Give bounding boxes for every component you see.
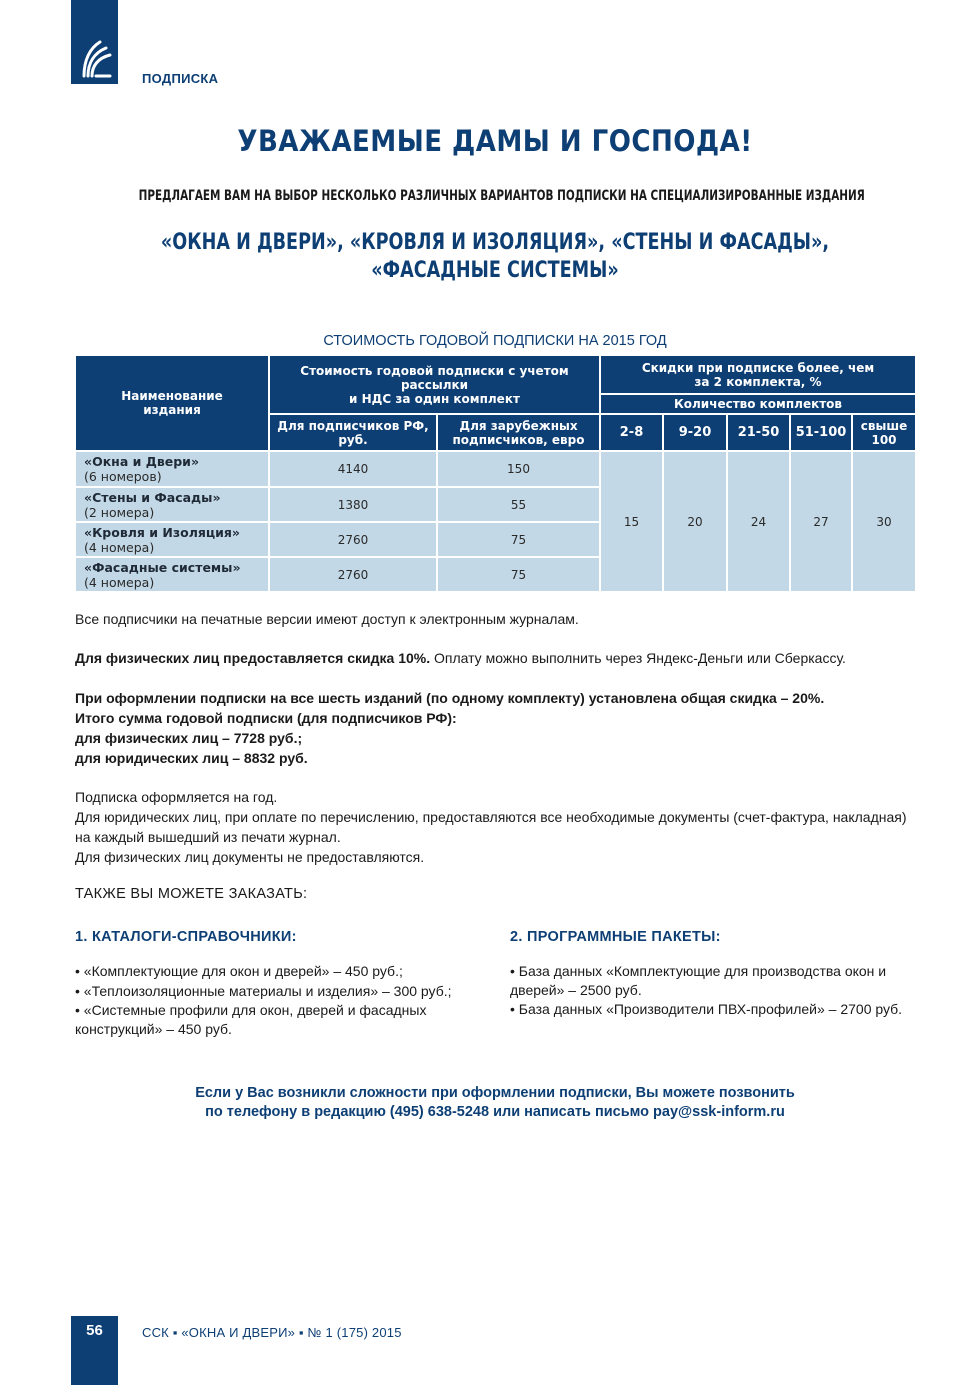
catalog-item: • «Теплоизоляционные материалы и изделия» – 300 руб.; (75, 982, 452, 999)
discount-cell-9-20: 20 (664, 452, 726, 591)
bundle-discount-block: При оформлении подписки на все шесть изданий (по одному комплекту) установлена общая скидка – 20%. Итого сумма годовой подписки (для подписчиков РФ): для физических лиц – 7728 руб.; для юридических лиц – 8832 руб. (75, 690, 825, 766)
header-discounts: Скидки при подписке более, чем за 2 комплекта, % (601, 356, 915, 393)
software-section (510, 929, 920, 1020)
page-title: УВАЖАЕМЫЕ ДАМЫ И ГОСПОДА! (237, 124, 753, 158)
header-range-2-8: 2-8 (601, 415, 662, 450)
header-annual-cost: Стоимость годовой подписки с учетом рассылки и НДС за один комплект (270, 356, 599, 413)
rf-price-cell: 1380 (270, 488, 436, 521)
publisher-logo-icon (78, 36, 114, 80)
foreign-price-cell: 150 (438, 452, 599, 486)
publication-name-cell: «Фасадные системы» (4 номера) (76, 558, 268, 591)
table-row (76, 558, 915, 591)
section-label: ПОДПИСКА (142, 71, 219, 86)
table-row (76, 523, 915, 556)
rf-price-cell: 4140 (270, 452, 436, 486)
foreign-price-cell: 55 (438, 488, 599, 521)
header-publication-name: Наименование издания (76, 356, 268, 450)
table-caption: СТОИМОСТЬ ГОДОВОЙ ПОДПИСКИ НА 2015 ГОД (323, 333, 667, 349)
rf-price-cell: 2760 (270, 558, 436, 591)
discount-cell-51-100: 27 (791, 452, 851, 591)
footer-publication-info: ССК ▪ «ОКНА И ДВЕРИ» ▪ № 1 (175) 2015 (142, 1325, 402, 1340)
header-quantity: Количество комплектов (601, 395, 915, 413)
catalog-item: • «Комплектующие для окон и дверей» – 450 руб.; (75, 963, 403, 979)
subscription-price-table (74, 354, 917, 593)
header-rf-subscribers: Для подписчиков РФ, руб. (270, 415, 436, 450)
publications-list (99, 229, 891, 285)
publication-name-cell: «Окна и Двери» (6 номеров) (76, 452, 268, 486)
foreign-price-cell: 75 (438, 558, 599, 591)
page-subtitle: ПРЕДЛАГАЕМ ВАМ НА ВЫБОР НЕСКОЛЬКО РАЗЛИЧНЫХ ВАРИАНТОВ ПОДПИСКИ НА СПЕЦИАЛИЗИРОВАННЫЕ ИЗДАНИЯ (138, 188, 865, 204)
software-item: • База данных «Комплектующие для производства окон и дверей» – 2500 руб. (510, 963, 887, 998)
header-range-21-50: 21-50 (728, 415, 789, 450)
table-row (76, 488, 915, 521)
also-order-heading: ТАКЖЕ ВЫ МОЖЕТЕ ЗАКАЗАТЬ: (75, 886, 308, 902)
header-range-9-20: 9-20 (664, 415, 726, 450)
electronic-access-note: Все подписчики на печатные версии имеют доступ к электронным журналам. (75, 611, 579, 627)
header-range-over-100: свыше 100 (853, 415, 915, 450)
discount-cell-over-100: 30 (853, 452, 915, 591)
header-range-51-100: 51-100 (791, 415, 851, 450)
software-item: • База данных «Производители ПВХ-профилей» – 2700 руб. (510, 1001, 903, 1017)
publications-line-1: «ОКНА И ДВЕРИ», «КРОВЛЯ И ИЗОЛЯЦИЯ», «СТЕНЫ И ФАСАДЫ», (160, 230, 830, 255)
discount-cell-2-8: 15 (601, 452, 662, 591)
subscription-terms-block: Подписка оформляется на год. Для юридических лиц, при оплате по перечислению, предоставляются все необходимые документы (счет-фактура, накладная) на каждый вышедший из печати журнал. Для физических лиц документы не предоставляются. (75, 789, 907, 865)
software-title: 2. ПРОГРАММНЫЕ ПАКЕТЫ: (510, 929, 721, 945)
publication-name-cell: «Стены и Фасады» (2 номера) (76, 488, 268, 521)
catalogs-section (75, 929, 485, 1039)
publication-name-cell: «Кровля и Изоляция» (4 номера) (76, 523, 268, 556)
page-number: 56 (86, 1322, 103, 1339)
catalog-item: • «Системные профили для окон, дверей и фасадных конструкций» – 450 руб. (75, 1002, 427, 1037)
catalogs-title: 1. КАТАЛОГИ-СПРАВОЧНИКИ: (75, 929, 297, 945)
rf-price-cell: 2760 (270, 523, 436, 556)
discount-cell-21-50: 24 (728, 452, 789, 591)
foreign-price-cell: 75 (438, 523, 599, 556)
individual-discount-note: Для физических лиц предоставляется скидка 10%. Оплату можно выполнить через Яндекс-Деньги или Сберкассу. (75, 650, 846, 666)
publications-line-2: «ФАСАДНЫЕ СИСТЕМЫ» (371, 258, 619, 283)
header-foreign-subscribers: Для зарубежных подписчиков, евро (438, 415, 599, 450)
table-row (76, 452, 915, 486)
contact-info: Если у Вас возникли сложности при оформлении подписки, Вы можете позвонить по телефону в редакцию (495) 638-5248 или написать письмо pay@ssk-inform.ru (195, 1085, 795, 1120)
